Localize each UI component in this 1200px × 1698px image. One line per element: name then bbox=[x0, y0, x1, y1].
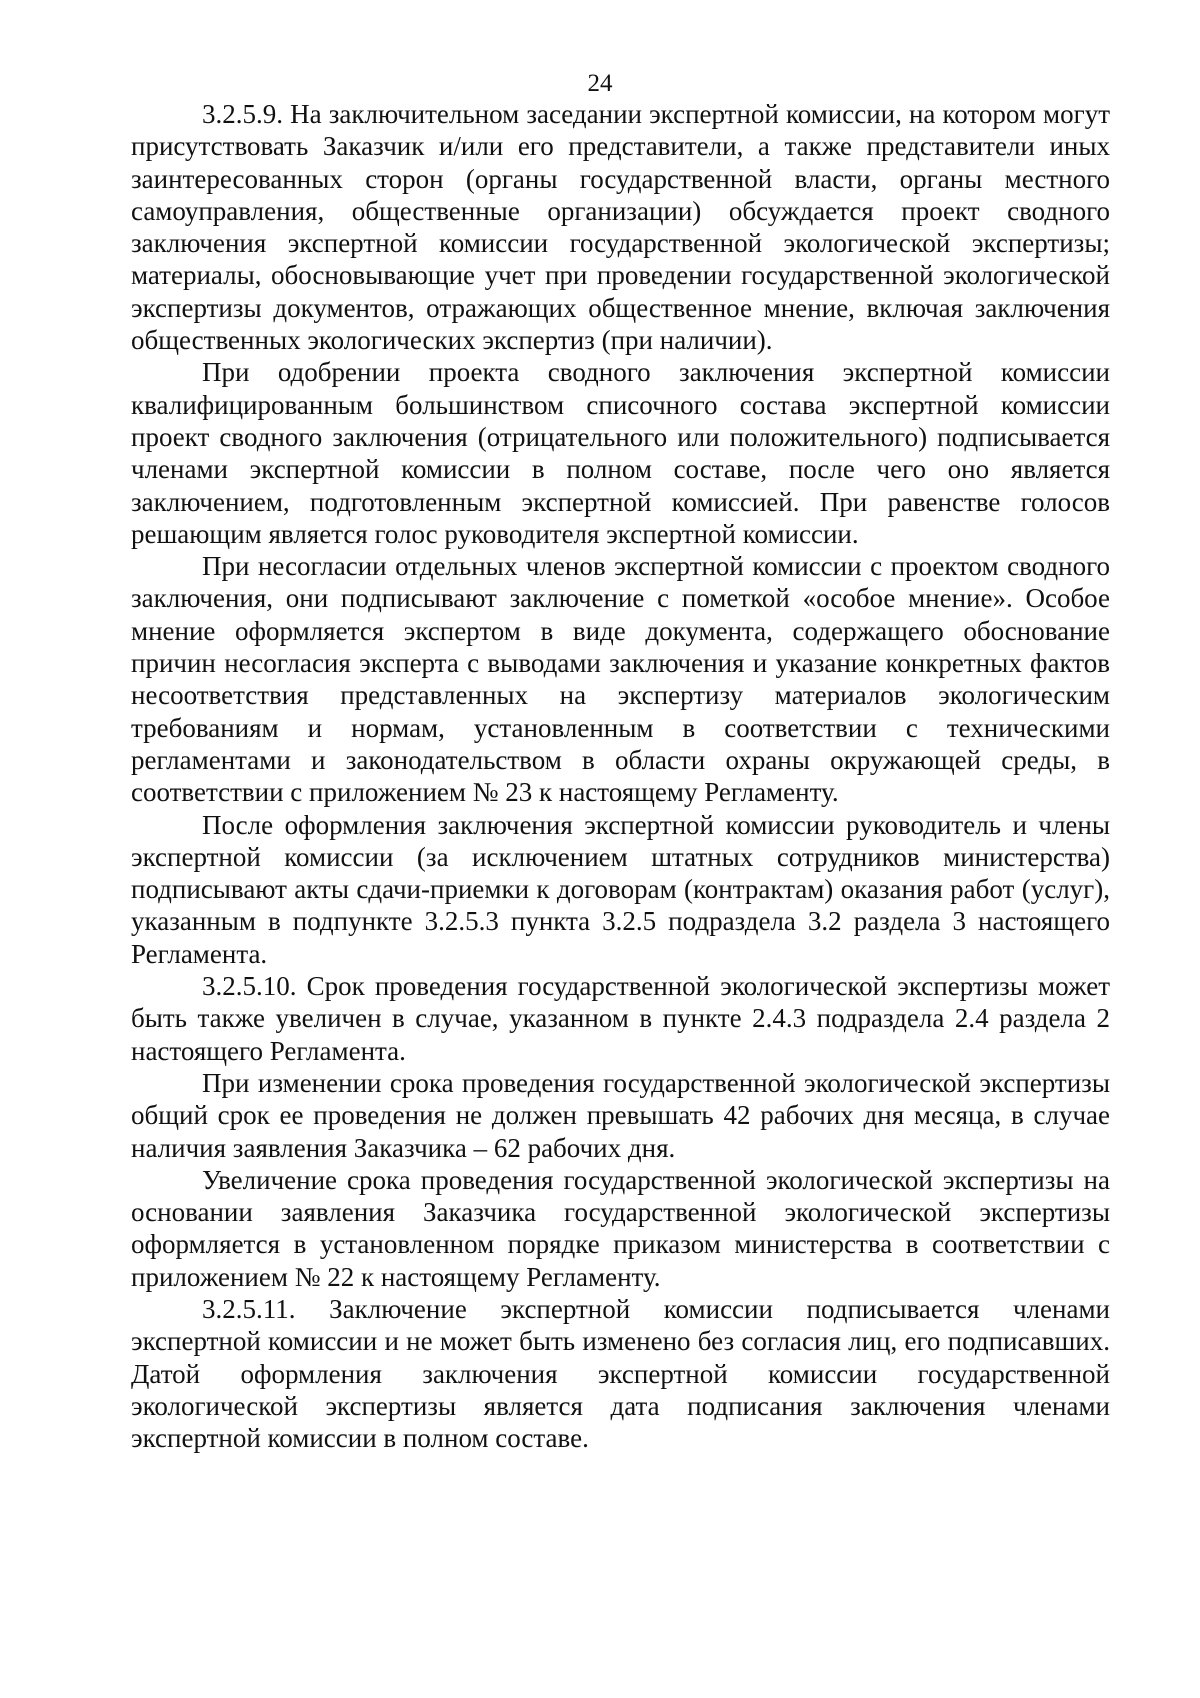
paragraph-3-2-5-11: 3.2.5.11. Заключение экспертной комиссии подписывается членами экспертной комиссии и не может быть изменено без согласия лиц, его подписавших. Датой оформления заключения экспертной комиссии государственной экологической экспертизы является дата подписания заключения членами экспертной комиссии в полном составе. bbox=[131, 1293, 1110, 1454]
paragraph-approval: При одобрении проекта сводного заключения экспертной комиссии квалифицированным большинством списочного состава экспертной комиссии проект сводного заключения (отрицательного или положительного) подписывается членами экспертной комиссии в полном составе, после чего оно является заключением, подготовленным экспертной комиссией. При равенстве голосов решающим является голос руководителя экспертной комиссии. bbox=[131, 357, 1110, 549]
paragraph-term-change: При изменении срока проведения государственной экологической экспертизы общий срок ее проведения не должен превышать 42 рабочих дня месяца, в случае наличия заявления Заказчика – 62 рабочих дня. bbox=[131, 1067, 1110, 1163]
paragraph-term-extension: Увеличение срока проведения государственной экологической экспертизы на основании заявления Заказчика государственной экологической экспертизы оформляется в установленном порядке приказом министерства в соответствии с приложением № 22 к настоящему Регламенту. bbox=[131, 1164, 1110, 1292]
document-body bbox=[131, 98, 1110, 1454]
paragraph-dissent: При несогласии отдельных членов экспертной комиссии с проектом сводного заключения, они подписывают заключение с пометкой «особое мнение». Особое мнение оформляется экспертом в виде документа, содержащего обоснование причин несогласия эксперта с выводами заключения и указание конкретных фактов несоответствия представленных на экспертизу материалов экологическим требованиям и нормам, установленным в соответствии с техническими регламентами и законодательством в области охраны окружающей среды, в соответствии с приложением № 23 к настоящему Регламенту. bbox=[131, 551, 1110, 808]
page-number: 24 bbox=[587, 70, 613, 97]
paragraph-acceptance-acts: После оформления заключения экспертной комиссии руководитель и члены экспертной комиссии (за исключением штатных сотрудников министерства) подписывают акты сдачи-приемки к договорам (контрактам) оказания работ (услуг), указанным в подпункте 3.2.5.3 пункта 3.2.5 подраздела 3.2 раздела 3 настоящего Регламента. bbox=[131, 809, 1110, 969]
paragraph-3-2-5-9: 3.2.5.9. На заключительном заседании экспертной комиссии, на котором могут присутствовать Заказчик и/или его представители, а также представители иных заинтересованных сторон (органы государственной власти, органы местного самоуправления, общественные организации) обсуждается проект сводного заключения экспертной комиссии государственной экологической экспертизы; материалы, обосновывающие учет при проведении государственной экологической экспертизы документов, отражающих общественное мнение, включая заключения общественных экологических экспертиз (при наличии). bbox=[131, 99, 1110, 356]
paragraph-3-2-5-10: 3.2.5.10. Срок проведения государственной экологической экспертизы может быть также увеличен в случае, указанном в пункте 2.4.3 подраздела 2.4 раздела 2 настоящего Регламента. bbox=[131, 971, 1110, 1066]
